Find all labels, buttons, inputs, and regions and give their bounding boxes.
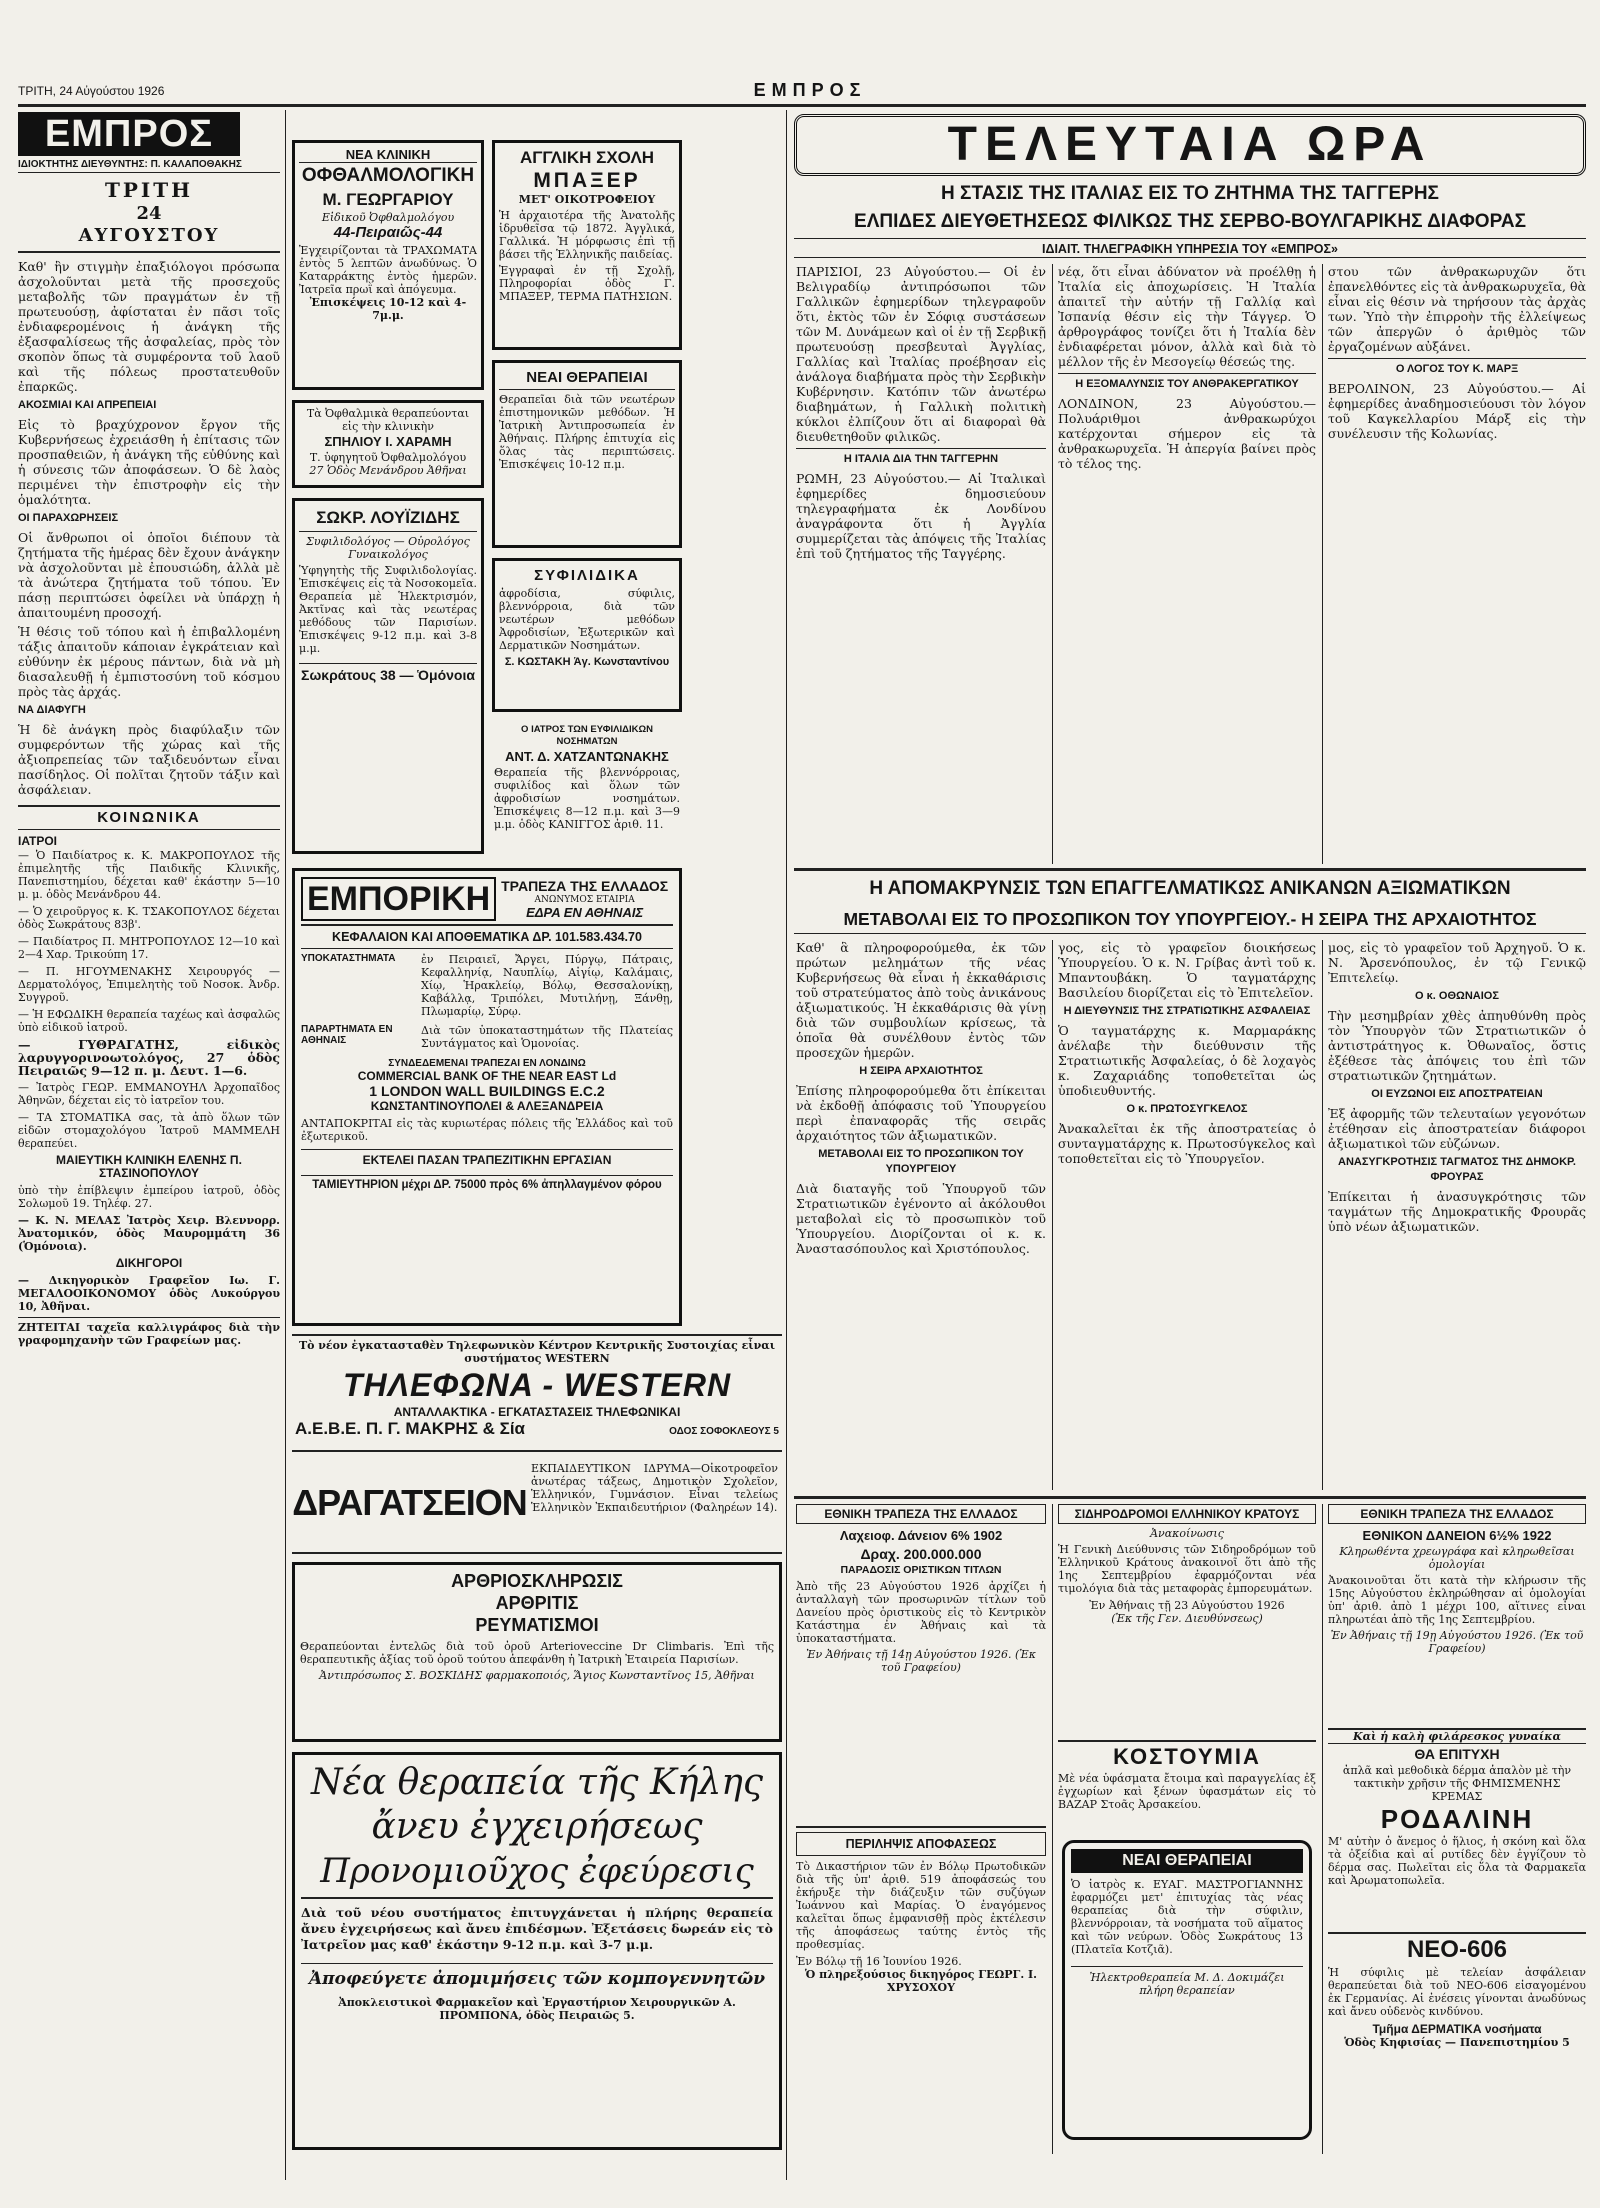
article-subheading: ΑΝΑΣΥΓΚΡΟΤΗΣΙΣ ΤΑΓΜΑΤΟΣ ΤΗΣ ΔΗΜΟΚΡ. ΦΡΟΥΡΑΣ bbox=[1338, 1156, 1576, 1183]
ad-title: ΚΟΣΤΟΥΜΙΑ bbox=[1113, 1744, 1261, 1769]
ad-name: ΣΩΚΡ. ΛΟΥΪΖΙΔΗΣ bbox=[299, 505, 477, 532]
notice-text: Τὸ Δικαστήριον τῶν ἐν Βόλῳ Πρωτοδικῶν διὰ τῆς ὑπ' ἀριθ. 519 ἀποφάσεώς του ἐκήρυξε τὴν διάζευξιν τῶν συζύγων Ἰωάννου καὶ Μαρίας. Ὁ ἐναγόμενος καλεῖται ὅπως ἐμφανισθῇ πρὸς ἐκτέλεσιν τῆς ἀποφάσεως ταύτης ἐντὸς τῆς προθεσμίας. bbox=[796, 1860, 1046, 1951]
ad-arthritis bbox=[292, 1562, 782, 1742]
news-subheading: Η ΙΤΑΛΙΑ ΔΙΑ ΤΗΝ ΤΑΓΓΕΡΗΝ bbox=[796, 448, 1046, 467]
list-item: — Ὁ Παιδίατρος κ. Κ. ΜΑΚΡΟΠΟΥΛΟΣ τῆς ἐπιμελητῆς τῆς Παιδικῆς Κλινικῆς, Πανεπιστημίου, δέχεται καθ' ἑκάστην 5—10 μ. μ. ὁδὸς Μενάνδρου 44. bbox=[18, 849, 280, 901]
article-column-3 bbox=[1328, 940, 1586, 1490]
ad-text: Μὲ νέα ὑφάσματα ἔτοιμα καὶ παραγγελίας ἐξ ἐγχωρίων καὶ ξένων ὑφασμάτων εἰς τὸ ΒΑΖΑΡ Στοᾶς Ἀρσακείου. bbox=[1058, 1772, 1316, 1811]
article-paragraph: Καθ' ἃ πληροφορούμεθα, ἐκ τῶν πρώτων μελημάτων τῆς νέας Κυβερνήσεως θὰ εἶναι ἡ ἐκκαθάρισις τοῦ στρατεύματος ἀπὸ τοὺς ἀνικάνους ἀξιωματικούς. Ἡ ἐκκαθάρισις θὰ γίνῃ διὰ τῶν συμβουλίων κρίσεως, τὰ ὁποῖα θὰ συνέλθουν ἐντὸς τῶν προσεχῶν ἡμερῶν. bbox=[796, 940, 1046, 1060]
bank-agencies: Διὰ τῶν ὑποκαταστημάτων τῆς Πλατείας Συντάγματος καὶ Ὁμονοίας. bbox=[421, 1024, 673, 1050]
bank-subtitle: ΑΝΩΝΥΜΟΣ ΕΤΑΙΡΙΑ bbox=[534, 895, 635, 905]
bank-branches: ἐν Πειραιεῖ, Ἄργει, Πύργῳ, Πάτραις, Κεφαλληνίᾳ, Ναυπλίῳ, Αἰγίῳ, Καλάμαις, Χίῳ, Ἡρακλείῳ, Βόλῳ, Θεσσαλονίκῃ, Καβάλλᾳ, Τριπόλει, Μυτιλήνῃ, Ξάνθῃ, Πλωμαρίῳ, Σύρῳ. bbox=[421, 953, 673, 1018]
ad-title: ΑΓΓΛΙΚΗ ΣΧΟΛΗ bbox=[519, 148, 655, 167]
bank-london-address: 1 LONDON WALL BUILDINGS E.C.2 bbox=[369, 1083, 605, 1099]
ad-mastrogiannis bbox=[1062, 1840, 1312, 2140]
list-item: — Παιδίατρος Π. ΜΗΤΡΟΠΟΥΛΟΣ 12—10 καὶ 2—4 Χαρ. Τρικούπη 17. bbox=[18, 935, 280, 961]
bank-savings: ΤΑΜΙΕΥΤΗΡΙΟΝ μέχρι ΔΡ. 75000 πρὸς 6% ἀπηλλαγμένον φόρου bbox=[301, 1175, 673, 1191]
ad-address: 27 Ὁδὸς Μενάνδρου Ἀθῆναι bbox=[309, 464, 467, 477]
ad-costumes bbox=[1058, 1740, 1316, 1832]
ad-text: ἀφροδίσια, σύφιλις, βλεννόρροια, διὰ τῶν νεωτέρων μεθόδων Ἀφροδισίων, Ἐξωτερικῶν καὶ Δερματικῶν Νοσημάτων. bbox=[499, 587, 675, 652]
ad-agent: Ἀντιπρόσωπος Σ. ΒΟΣΚΙΔΗΣ φαρμακοποιός, Ἅγιος Κωνσταντῖνος 15, Ἀθῆναι bbox=[319, 1669, 755, 1682]
ad-syphilis bbox=[492, 558, 682, 712]
article-subheading: Ο κ. ΟΘΩΝΑΙΟΣ bbox=[1415, 990, 1499, 1002]
ad-title: Συφιλιδολόγος — Οὐρολόγος Γυναικολόγος bbox=[306, 535, 470, 561]
editorial-paragraph: Καθ' ἣν στιγμὴν ἐπαξιόλογοι πρόσωπα ἀσχολοῦνται μετὰ τῆς προσεχοῦς μεταβολῆς τῶν πραγμάτων ἐν τῇ πρωτευούσῃ, ἀφίσταται ἐν πᾶσι τοῖς ἐνδιαφερομένοις ἡ ἀνάγκη τῆς ἐξασφαλίσεως τῆς ἀσφαλείας, πρὸς τὸν σκοπὸν ὅπως τὰ συμφέροντα τοῦ λαοῦ καὶ τῆς πόλεως προστατευθοῦν ἐπαρκῶς. bbox=[18, 259, 280, 394]
notice-decision bbox=[796, 1826, 1046, 2156]
wanted-notice: ΖΗΤΕΙΤΑΙ ταχεῖα καλλιγράφος διὰ τὴν γραφομηχανὴν τῶν Γραφείων μας. bbox=[18, 1317, 280, 1347]
bank-operations: ΕΚΤΕΛΕΙ ΠΑΣΑΝ ΤΡΑΠΕΖΙΤΙΚΗΝ ΕΡΓΑΣΙΑΝ bbox=[301, 1149, 673, 1167]
ad-text: Ὑφηγητὴς τῆς Συφιλιδολογίας. Ἐπισκέψεις εἰς τὰ Νοσοκομεῖα. Θεραπεία μὲ Ἡλεκτρισμόν, Ἀκτῖνας καὶ τὰς νεωτέρας μεθόδους τῶν Παρισίων. Ἐπισκέψεις 9-12 π.μ. καὶ 3-8 μ.μ. bbox=[299, 564, 477, 655]
article-paragraph: Ὁ ταγματάρχης κ. Μαρμαράκης ἀνέλαβε τὴν διεύθυνσιν τῆς Στρατιωτικῆς Ἀσφαλείας, ὁ δὲ λοχαγὸς κ. Ζαχαριάδης τοποθετεῖται ὡς ὑποδιευθυντής. bbox=[1058, 1023, 1316, 1098]
ad-label: ΝΕΑ ΚΛΙΝΙΚΗ bbox=[299, 147, 477, 163]
notice-date: Ἐν Ἀθήναις τῇ 23 Αὐγούστου 1926 bbox=[1089, 1599, 1285, 1612]
ad-title: ΟΦΘΑΛΜΟΛΟΓΙΚΗ bbox=[301, 165, 475, 186]
ad-title: ΤΗΛΕΦΩΝΑ - WESTERN bbox=[342, 1367, 732, 1403]
ad-intro: Καὶ ἡ καλὴ φιλάρεσκος γυναίκα bbox=[1328, 1730, 1586, 1744]
list-item: — Ἡ ΕΦΩΔΙΚΗ θεραπεία ταχέως καὶ ἀσφαλῶς ὑπὸ εἰδικοῦ ἰατροῦ. bbox=[18, 1008, 280, 1034]
ad-line: ΡΕΥΜΑΤΙΣΜΟΙ bbox=[475, 1615, 599, 1635]
lawyers-heading: ΔΙΚΗΓΟΡΟΙ bbox=[115, 1256, 183, 1270]
masthead-director: ΙΔΙΟΚΤΗΤΗΣ ΔΙΕΥΘΥΝΤΗΣ: Π. ΚΑΛΑΠΟΘΑΚΗΣ bbox=[18, 158, 280, 173]
ad-address: Σωκράτους 38 — Ὁμόνοια bbox=[299, 663, 477, 683]
ad-title: ΝΕΑΙ ΘΕΡΑΠΕΙΑΙ bbox=[1071, 1849, 1303, 1873]
notice-date: Ἐν Βόλῳ τῇ 16 Ἰουνίου 1926. bbox=[796, 1955, 962, 1968]
news-subheading: Η ΕΞΟΜΑΛΥΝΣΙΣ ΤΟΥ ΑΝΘΡΑΚΕΡΓΑΤΙΚΟΥ bbox=[1058, 373, 1316, 392]
article-subheading: Η ΣΕΙΡΑ ΑΡΧΑΙΟΤΗΤΟΣ bbox=[859, 1065, 983, 1077]
ad-agent: Ἀποκλειστικοὶ Φαρμακεῖον καὶ Ἐργαστήριον Χειρουργικῶν Α. ΠΡΟΜΠΟΝΑ, ὁδὸς Πειραιῶς 5. bbox=[338, 1996, 736, 2022]
notice-text: Ἀπὸ τῆς 23 Αὐγούστου 1926 ἀρχίζει ἡ ἀνταλλαγὴ τῶν προσωρινῶν τίτλων τοῦ Δανείου πρὸς ὁριστικοὺς εἰς τὸ Κεντρικὸν Κατάστημα ἐν Ἀθήναις καὶ τὰ ὑποκαταστήματα. bbox=[796, 1580, 1046, 1645]
bank-london-label: ΣΥΝΔΕΔΕΜΕΝΑΙ ΤΡΑΠΕΖΑΙ ΕΝ ΛΟΝΔΙΝΩ bbox=[388, 1058, 586, 1069]
ad-name: ΜΠΑΞΕΡ bbox=[533, 169, 641, 192]
article-paragraph: Ἐπίσης πληροφορούμεθα ὅτι ἐπίκειται νὰ ἐκδοθῇ ἀπόφασις τοῦ Ὑπουργείου περὶ ἐπαναφορᾶς τῆς σειρᾶς ἀρχαιότητος τῶν ἀξιωματικῶν. bbox=[796, 1083, 1046, 1143]
article-column-2 bbox=[1058, 940, 1316, 1490]
article-paragraph: Ἀνακαλεῖται ἐκ τῆς ἀποστρατείας ὁ συνταγματάρχης κ. Πρωτοσύγκελος καὶ τοποθετεῖται εἰς τὸ Ὑπουργεῖον. bbox=[1058, 1121, 1316, 1166]
latest-headline: Η ΣΤΑΣΙΣ ΤΗΣ ΙΤΑΛΙΑΣ ΕΙΣ ΤΟ ΖΗΤΗΜΑ ΤΗΣ ΤΑΓΓΕΡΗΣ bbox=[941, 183, 1439, 204]
social-heading: ΚΟΙΝΩΝΙΚΑ bbox=[18, 805, 280, 830]
ad-address: ΟΔΟΣ ΣΟΦΟΚΛΕΟΥΣ 5 bbox=[669, 1426, 779, 1437]
ad-signature: Ἠλεκτροθεραπεία Μ. Δ. Δοκιμάζει πλήρη θεραπείαν bbox=[1071, 1966, 1303, 1997]
bank-branches-label: ΥΠΟΚΑΤΑΣΤΗΜΑΤΑ bbox=[301, 953, 396, 964]
list-item: — Ὁ χειροῦργος κ. Κ. ΤΣΑΚΟΠΟΥΛΟΣ δέχεται ὁδὸς Σωκράτους 83β'. bbox=[18, 905, 280, 931]
ad-name: ΡΟΔΑΛΙΝΗ bbox=[1380, 1804, 1534, 1834]
masthead-day: 24 bbox=[136, 203, 162, 224]
article-paragraph: Διὰ διαταγῆς τοῦ Ὑπουργοῦ τῶν Στρατιωτικῶν ἐγένοντο αἱ ἀκόλουθοι μεταβολαὶ εἰς τὸ προσωπικὸν τοῦ Ὑπουργείου. Διορίζονται οἱ κ. κ. Ἀναστασόπουλος καὶ Χριστόπουλος. bbox=[796, 1181, 1046, 1256]
ad-address: 44-Πειραιῶς-44 bbox=[333, 224, 443, 241]
ad-text: Ἐγχειρίζονται τὰ ΤΡΑΧΩΜΑΤΑ ἐντὸς 5 λεπτῶν ἀνωδύνως. Ὁ Καταρράκτης ἐντὸς ἡμερῶν. Ἰατρεῖα πρωῒ καὶ ἀπόγευμα. bbox=[299, 244, 477, 296]
list-item: — ΤΑ ΣΤΟΜΑΤΙΚΑ σας, τὰ ἀπὸ ὅλων τῶν εἰδῶν στομαχολόγου Ἰατροῦ ΜΑΜΜΕΛΗ θεραπεύει. bbox=[18, 1111, 280, 1150]
list-item: — Ἰατρὸς ΓΕΩΡ. ΕΜΜΑΝΟΥΗΛ Ἀρχοπαῖδος Ἀθηνῶν, δέχεται εἰς τὸ ἰατρεῖον του. bbox=[18, 1081, 280, 1107]
ad-ophthalmology bbox=[292, 140, 484, 390]
ad-dragatseion bbox=[292, 1458, 782, 1554]
bank-seat: ΕΔΡΑ ΕΝ ΑΘΗΝΑΙΣ bbox=[526, 905, 644, 920]
ad-text: Διὰ τοῦ νέου συστήματος ἐπιτυγχάνεται ἡ πλήρης θεραπεία ἄνευ ἐγχειρήσεως καὶ ἄνευ ἐπιδέσμων. Ἐξετάσεις δωρεάν εἰς τὸ Ἰατρεῖον μας καθ' ἑκάστην 9-12 π.μ. καὶ 3-7 μ.μ. bbox=[301, 1905, 773, 1952]
article-subheading: ΜΕΤΑΒΟΛΑΙ ΕΙΣ ΤΟ ΠΡΟΣΩΠΙΚΟΝ ΤΟΥ ΥΠΟΥΡΓΕΙΟΥ bbox=[818, 1148, 1024, 1175]
doctors-heading: ΙΑΤΡΟΙ bbox=[18, 834, 58, 848]
ad-title: ΝΕΑΙ ΘΕΡΑΠΕΙΑΙ bbox=[499, 367, 675, 390]
bank-correspondents: ΑΝΤΑΠΟΚΡΙΤΑΙ εἰς τὰς κυριωτέρας πόλεις τῆς Ἑλλάδος καὶ τοῦ ἐξωτερικοῦ. bbox=[301, 1117, 673, 1143]
ad-line: Προνομιοῦχος ἐφεύρεσις bbox=[301, 1849, 773, 1899]
notice-title: ΣΙΔΗΡΟΔΡΟΜΟΙ ΕΛΛΗΝΙΚΟΥ ΚΡΑΤΟΥΣ bbox=[1058, 1504, 1316, 1524]
ad-label: Τὰ Ὀφθαλμικὰ θεραπεύονται εἰς τὴν κλινικὴν bbox=[306, 407, 470, 433]
ad-intro: Τὸ νέον ἐγκατασταθὲν Τηλεφωνικὸν Κέντρον Κεντρικῆς Συστοιχίας εἶναι συστήματος WESTERN bbox=[298, 1339, 776, 1365]
list-item: — Π. ΗΓΟΥΜΕΝΑΚΗΣ Χειρουργός — Δερματολόγος, Ἐπιμελητὴς τοῦ Νοσοκ. Ἀνδρ. Συγγροῦ. bbox=[18, 965, 280, 1004]
ad-text: Θεραπεῖαι διὰ τῶν νεωτέρων ἐπιστημονικῶν μεθόδων. Ἡ Ἰατρικὴ Ἀντιπροσωπεία ἐν Ἀθήναις. Πλήρης ἐπιτυχία εἰς ὅλας τὰς περιπτώσεις. Ἐπισκέψεις 10-12 π.μ. bbox=[499, 393, 675, 471]
bank-capital: ΚΕΦΑΛΑΙΟΝ ΚΑΙ ΑΠΟΘΕΜΑΤΙΚΑ ΔΡ. 101.583.434.70 bbox=[301, 926, 673, 949]
ad-title: ΣΥΦΙΛΙΔΙΚΑ bbox=[534, 567, 640, 584]
ad-chatzantonakis bbox=[492, 722, 682, 858]
ad-commercial-bank bbox=[292, 868, 682, 1326]
article-headline: ΜΕΤΑΒΟΛΑΙ ΕΙΣ ΤΟ ΠΡΟΣΩΠΙΚΟΝ ΤΟΥ ΥΠΟΥΡΓΕΙΟΥ.- Η ΣΕΙΡΑ ΤΗΣ ΑΡΧΑΙΟΤΗΤΟΣ bbox=[794, 904, 1586, 934]
ad-text: Μ' αὐτὴν ὁ ἄνεμος ὁ ἥλιος, ἡ σκόνη καὶ ὅλα τὰ ὀξείδια καὶ αἱ ρυτίδες δὲν ἐγγίζουν τὸ δέρμα σας. Πωλεῖται εἰς ὅλα τὰ Φαρμακεῖα καὶ Ἀρωματοπωλεῖα. bbox=[1328, 1835, 1586, 1887]
latest-column-2 bbox=[1058, 264, 1316, 864]
list-item: — Δικηγορικὸν Γραφεῖον Ιω. Γ. ΜΕΓΑΛΟΟΙΚΟΝΟΜΟΥ ὁδὸς Λυκούργου 10, Ἀθῆναι. bbox=[18, 1274, 280, 1313]
ad-specialty: Εἰδικοῦ Ὀφθαλμολόγου bbox=[321, 211, 455, 224]
notice-signature: Ὁ πληρεξούσιος δικηγόρος ΓΕΩΡΓ. Ι. ΧΡΥΣΟΧΟΥ bbox=[804, 1968, 1038, 1994]
news-paragraph: νέᾳ, ὅτι εἶναι ἀδύνατον νὰ προέλθῃ ἡ Ἰταλία εἰς ἀποχωρίσεις. Ἡ Ἰταλία ἀπαιτεῖ τὴν αὐτήν τῇ Γαλλίᾳ καὶ Ἰσπανίᾳ θέσιν εἰς τὴν Τάγγερ. Ὁ ἀρθρογράφος τονίζει ὅτι ἡ Ἰταλία δὲν ἐνδιαφέρεται μόνον, ἀλλὰ καὶ διὰ τὸ μέλλον τῆς ἐν Μεσογείῳ θέσεώς της. bbox=[1058, 264, 1316, 369]
ad-line: ΑΡΘΡΙΤΙΣ bbox=[495, 1593, 579, 1613]
ad-text: Ἡ σύφιλις μὲ τελείαν ἀσφάλειαν θεραπεύεται διὰ τοῦ ΝΕΟ-606 εἰσαγομένου ἐκ Γερμανίας. Αἱ ἐνέσεις γίνονται ἀνωδύνως καὶ ἄνευ οὐδενὸς κινδύνου. bbox=[1328, 1966, 1586, 2018]
ad-subtitle: ΜΕΤ' ΟΙΚΟΤΡΟΦΕΙΟΥ bbox=[518, 193, 656, 206]
editorial-paragraph: Οἱ ἄνθρωποι οἱ ὁποῖοι διέπουν τὰ ζητήματα τῆς ἡμέρας δὲν ἔχουν ἀνάγκην νὰ ἀσχολοῦνται μὲ ἐπουσιώδη, ἀλλὰ μὲ τὰ ἀνώτερα ζητήματα τοῦ τόπου. Ἐν πάσῃ περιπτώσει ὀφείλει νὰ ὑπάρχῃ ἡ ἀπαιτουμένη προσοχή. bbox=[18, 530, 280, 620]
notice-nbg-loan bbox=[796, 1504, 1046, 1820]
notice-title: ΕΘΝΙΚΗ ΤΡΑΠΕΖΑ ΤΗΣ ΕΛΛΑΔΟΣ bbox=[1328, 1504, 1586, 1524]
ad-doctor: Μ. ΓΕΩΡΓΑΡΙΟΥ bbox=[322, 190, 454, 209]
editorial-paragraph: Ἡ δὲ ἀνάγκη πρὸς διαφύλαξιν τῶν συμφερόντων τῆς χώρας καὶ τῆς ἀξιοπρεπείας τῶν ταξιδευόντων εἶναι πασίδηλος. Οἱ πολῖται ζητοῦν τάξιν καὶ ἀσφάλειαν. bbox=[18, 722, 280, 797]
ad-louizidis bbox=[292, 498, 484, 854]
bank-title: ΤΡΑΠΕΖΑ ΤΗΣ ΕΛΛΑΔΟΣ bbox=[501, 878, 669, 894]
notice-date: Ἐν Ἀθήναις τῇ 19ῃ Αὐγούστου 1926. (Ἐκ τοῦ Γραφείου) bbox=[1330, 1629, 1584, 1655]
ad-name: ΝΕΟ-606 bbox=[1406, 1936, 1508, 1963]
ad-address: Ἐγγραφαὶ ἐν τῇ Σχολῇ, Πληροφορίαι ὁδὸς Γ. ΜΠΑΞΕΡ, ΤΕΡΜΑ ΠΑΤΗΣΙΩΝ. bbox=[499, 264, 675, 303]
doctors-list bbox=[18, 849, 280, 1347]
latest-banner bbox=[794, 114, 1586, 176]
article-column-1 bbox=[796, 940, 1046, 1490]
running-paper-name: ΕΜΠΡΟΣ bbox=[753, 80, 867, 100]
ad-new-therapies bbox=[492, 360, 682, 548]
date-line: ΤΡΙΤΗ, 24 Αὐγούστου 1926 bbox=[18, 84, 165, 98]
ad-line: Νέα θεραπεία τῆς Κήλης bbox=[311, 1762, 763, 1803]
ad-english-school bbox=[492, 140, 682, 350]
masthead-month: ΑΥΓΟΥΣΤΟΥ bbox=[18, 225, 280, 253]
notice-amount: Δραχ. 200.000.000 bbox=[860, 1546, 982, 1562]
ad-title: Τ. ὑφηγητοῦ Ὀφθαλμολόγου bbox=[309, 451, 467, 464]
news-paragraph: ΡΩΜΗ, 23 Αὐγούστου.— Αἱ Ἰταλικαὶ ἐφημερίδες δημοσιεύουν τηλεγραφήματα ἐκ Λονδίνου ἀναγράφοντα ὅτι ἡ Ἀγγλία συμμερίζεται τὰς ἀπόψεις τῆς Ἰταλίας ἐπὶ τοῦ ζητήματος τῆς Ταγγέρης. bbox=[796, 471, 1046, 561]
news-paragraph: ΒΕΡΟΛΙΝΟΝ, 23 Αὐγούστου.— Αἱ ἐφημερίδες ἀναδημοσιεύουσι τὸν λόγον τοῦ Καγκελλαρίου Μάρξ εἰς τὴν συνέλευσιν τῆς Κολωνίας. bbox=[1328, 381, 1586, 441]
ad-spiliou bbox=[292, 400, 484, 488]
ad-sub: Τμῆμα ΔΕΡΜΑΤΙΚΑ νοσήματα bbox=[1372, 2022, 1542, 2036]
ad-heading: ΘΑ ΕΠΙΤΥΧΗ bbox=[1414, 1746, 1500, 1762]
article-subheading: ΟΙ ΕΥΖΩΝΟΙ ΕΙΣ ΑΠΟΣΤΡΑΤΕΙΑΝ bbox=[1371, 1088, 1543, 1100]
list-item: — ΓΥΘΡΑΓΑΤΗΣ, εἰδικὸς λαρυγγορινοωτολόγος, 27 ὁδὸς Πειραιῶς 9—12 π. μ. Δευτ. 1—6. bbox=[18, 1037, 280, 1078]
list-item: — Κ. Ν. ΜΕΛΑΣ Ἰατρὸς Χειρ. Βλεννορρ. Ἀνατομικόν, ὁδὸς Μαυρομμάτη 36 (Ὁμόνοια). bbox=[18, 1214, 280, 1253]
ad-name: ΣΠΗΛΙΟΥ Ι. ΧΑΡΑΜΗ bbox=[324, 434, 452, 449]
ad-hours: Ἐπισκέψεις 10-12 καὶ 4-7μ.μ. bbox=[309, 296, 467, 322]
notice-national-loan bbox=[1328, 1504, 1586, 1724]
latest-column-1 bbox=[796, 264, 1046, 864]
notice-loan: Λαχειοφ. Δάνειον 6% 1902 bbox=[839, 1528, 1003, 1543]
ad-text: Θεραπεία τῆς βλεννόρροιας, συφιλίδος καὶ ὅλων τῶν ἀφροδισίων νοσημάτων. Ἐπισκέψεις 8—12 π.μ. καὶ 3—9 μ.μ. ὁδὸς ΚΑΝΙΓΓΟΣ ἀριθ. 11. bbox=[494, 766, 680, 831]
news-subheading: Ο ΛΟΓΟΣ ΤΟΥ Κ. ΜΑΡΞ bbox=[1328, 358, 1586, 377]
ad-subtext: ἀπλᾶ καὶ μεθοδικὰ δέρμα ἁπαλὸν μὲ τὴν τακτικὴν χρῆσιν τῆς ΦΗΜΙΣΜΕΝΗΣ ΚΡΕΜΑΣ bbox=[1342, 1764, 1572, 1803]
notice-text: Ἀνακοινοῦται ὅτι κατὰ τὴν κλήρωσιν τῆς 15ης Αὐγούστου ἐκληρώθησαν αἱ ὁμολογίαι ὑπ' ἀριθ. ἀπὸ 1 μέχρι 100, αἵτινες εἶναι πληρωτέαι ἀπὸ τῆς 1ης Σεπτεμβρίου. bbox=[1328, 1574, 1586, 1626]
bank-alexandria: ΚΩΝΣΤΑΝΤΙΝΟΥΠΟΛΕΙ & ΑΛΕΞΑΝΔΡΕΙΑ bbox=[370, 1099, 604, 1113]
notice-date: Ἐν Ἀθήναις τῇ 14ῃ Αὐγούστου 1926. (Ἐκ τοῦ Γραφείου) bbox=[806, 1648, 1036, 1674]
notice-signature: (Ἐκ τῆς Γεν. Διευθύνσεως) bbox=[1111, 1612, 1263, 1625]
notice-railways bbox=[1058, 1504, 1316, 1734]
latest-byline: ΙΔΙΑΙΤ. ΤΗΛΕΓΡΑΦΙΚΗ ΥΠΗΡΕΣΙΑ ΤΟΥ «ΕΜΠΡΟΣ» bbox=[794, 238, 1586, 258]
article-paragraph: γος, εἰς τὸ γραφεῖον διοικήσεως Ὑπουργείου. Ὁ κ. Ν. Γρίβας ἀντὶ τοῦ κ. Μπαντουβάκη. Ὁ ταγματάρχης Βασιλείου διορίζεται εἰς τὸ Ἐπιτελεῖον. bbox=[1058, 940, 1316, 1000]
news-paragraph: ΛΟΝΔΙΝΟΝ, 23 Αὐγούστου.— Πολυάριθμοι ἀνθρακωρύχοι κατέρχονται σήμερον εἰς τὰ ἀνθρακωρυχεῖα. Ἡ ἀπεργία βαίνει πρὸς τὸ τέλος της. bbox=[1058, 396, 1316, 471]
ad-parts: ΑΝΤΑΛΛΑΚΤΙΚΑ - ΕΓΚΑΤΑΣΤΑΣΕΙΣ ΤΗΛΕΦΩΝΙΚΑΙ bbox=[393, 1405, 681, 1419]
news-paragraph: ΠΑΡΙΣΙΟΙ, 23 Αὐγούστου.— Οἱ ἐν Βελιγραδίῳ ἀντιπρόσωποι τῶν Γαλλικῶν ἐφημερίδων τηλεγραφοῦν ὅτι, ἐκτὸς τῶν ἐν Σόφιᾳ συστάσεων τῶν Μ. Δυνάμεων καὶ οἱ ἐν τῇ Σερβικῇ πρωτευούσῃ πρεσβευταὶ Ἀγγλίας, Γαλλίας καὶ Ἰταλίας προέβησαν εἰς ἀνάλογα διαβήματα πρὸς τὴν Σερβικὴν Κυβέρνησιν. Κατόπιν τῶν ἀνωτέρω διαβημάτων, ἡ Γαλλικὴ πολιτικὴ κύκλοι ἐλπίζουν ὅτι αἱ διαφοραὶ θὰ διευθετηθοῦν φιλικῶς. bbox=[796, 264, 1046, 444]
masthead-weekday: ΤΡΙΤΗ bbox=[104, 178, 194, 202]
ad-warning: Ἀποφεύγετε ἀπομιμήσεις τῶν κομπογεννητῶν bbox=[301, 1963, 773, 1990]
latest-headline: ΕΛΠΙΔΕΣ ΔΙΕΥΘΕΤΗΣΕΩΣ ΦΙΛΙΚΩΣ ΤΗΣ ΣΕΡΒΟ-ΒΟΥΛΓΑΡΙΚΗΣ ΔΙΑΦΟΡΑΣ bbox=[854, 211, 1526, 232]
editorial bbox=[18, 259, 280, 797]
article-paragraph: Ἐπίκειται ἡ ἀνασυγκρότησις τῶν ταγμάτων τῆς Δημοκρατικῆς Φρουρᾶς ὑπὸ νέων ἀξιωματικῶν. bbox=[1328, 1189, 1586, 1234]
notice-title: ΕΘΝΙΚΗ ΤΡΑΠΕΖΑ ΤΗΣ ΕΛΛΑΔΟΣ bbox=[796, 1504, 1046, 1524]
article-paragraph: Ἐξ ἀφορμῆς τῶν τελευταίων γεγονότων ἐτέθησαν εἰς ἀποστρατείαν διάφοροι ἀξιωματικοὶ τῶν εὐζώνων. bbox=[1328, 1106, 1586, 1151]
notice-title: ΠΕΡΙΛΗΨΙΣ ΑΠΟΦΑΣΕΩΣ bbox=[796, 1832, 1046, 1856]
article-headline: Η ΑΠΟΜΑΚΡΥΝΣΙΣ ΤΩΝ ΕΠΑΓΓΕΛΜΑΤΙΚΩΣ ΑΝΙΚΑΝΩΝ ΑΞΙΩΜΑΤΙΚΩΝ bbox=[869, 878, 1511, 899]
ad-rodalini bbox=[1328, 1728, 1586, 1928]
bank-agencies-label: ΠΑΡΑΡΤΗΜΑΤΑ ΕΝ ΑΘΗΝΑΙΣ bbox=[301, 1024, 393, 1046]
article-paragraph: μος, εἰς τὸ γραφεῖον τοῦ Ἀρχηγοῦ. Ὁ κ. Ν. Ἄρσενόπουλος, ἐν τῷ Γενικῷ Ἐπιτελείῳ. bbox=[1328, 940, 1586, 985]
article-subheading: Η ΔΙΕΥΘΥΝΣΙΣ ΤΗΣ ΣΤΡΑΤΙΩΤΙΚΗΣ ΑΣΦΑΛΕΙΑΣ bbox=[1063, 1005, 1311, 1017]
ad-text: ΕΚΠΑΙΔΕΥΤΙΚΟΝ ΙΔΡΥΜΑ—Οἰκοτροφεῖον ἀνωτέρας τάξεως, Δημοτικὸν Σχολεῖον, Ἑλληνικόν, Γυμνάσιον. Εἶναι τελείως Ἑλληνικὸν Ἐκπαιδευτήριον (Φαληρέων 14). bbox=[531, 1462, 778, 1514]
ad-telephones bbox=[292, 1334, 782, 1452]
ad-name: ΔΡΑΓΑΤΣΕΙΟΝ bbox=[292, 1482, 527, 1523]
ad-name: ΑΝΤ. Δ. ΧΑΤΖΑΝΤΩΝΑΚΗΣ bbox=[505, 749, 669, 764]
ad-heading: Ο ΙΑΤΡΟΣ ΤΩΝ ΕΥΦΙΛΙΔΙΚΩΝ ΝΟΣΗΜΑΤΩΝ bbox=[521, 724, 653, 747]
left-column bbox=[18, 110, 280, 2180]
ad-neo606 bbox=[1328, 1932, 1586, 2152]
latest-banner-title: ΤΕΛΕΥΤΑΙΑ ΩΡΑ bbox=[947, 118, 1433, 171]
ad-text: Ἡ ἀρχαιοτέρα τῆς Ἀνατολῆς ἱδρυθεῖσα τῷ 1872. Ἀγγλικά, Γαλλικά. Ἡ μόρφωσις ἐπὶ τῇ βάσει τῆς Ἑλληνικῆς παιδείας. bbox=[499, 209, 675, 261]
notice-subtitle: Ἀνακοίνωσις bbox=[1150, 1527, 1224, 1540]
latest-column-3 bbox=[1328, 264, 1586, 864]
ad-company: Α.Ε.Β.Ε. Π. Γ. ΜΑΚΡΗΣ & Σία bbox=[295, 1419, 525, 1438]
editorial-paragraph: Ἡ θέσις τοῦ τόπου καὶ ἡ ἐπιβαλλομένη τάξις ἀπαιτοῦν κάποιαν ἐγκράτειαν καὶ εὐθύνην ἐκ μέρους πάντων, διὰ νὰ μὴ διασαλευθῇ ἡ ἐμπιστοσύνη τοῦ κόσμου πρὸς τὰς ἀρχάς. bbox=[18, 624, 280, 699]
ad-line: ΑΡΘΡΙΟΣΚΛΗΡΩΣΙΣ bbox=[451, 1571, 623, 1591]
ad-address: Ὁδὸς Κηφισίας — Πανεπιστημίου 5 bbox=[1344, 2036, 1570, 2049]
editorial-side-note: ΑΚΟΣΜΙΑΙ ΚΑΙ ΑΠΡΕΠΕΙΑΙ bbox=[18, 399, 157, 411]
editorial-side-note: ΟΙ ΠΑΡΑΧΩΡΗΣΕΙΣ bbox=[18, 512, 119, 524]
ad-doctor: Σ. ΚΩΣΤΑΚΗ Ἁγ. Κωνσταντίνου bbox=[504, 656, 670, 668]
editorial-side-note: ΝΑ ΔΙΑΦΥΓΗ bbox=[18, 704, 86, 716]
editorial-paragraph: Εἰς τὸ βραχύχρονον ἔργον τῆς Κυβερνήσεως ἐχρειάσθη ἡ ἐπίτασις τῶν προσπαθειῶν, ἡ ἀνάγκη τῆς εὐθύνης καὶ ἡ σύνεσις τῶν ἀποφάσεων. Ὁ δὲ λαὸς περιμένει τὴν ἐπιστροφὴν εἰς τὴν ὁμαλότητα. bbox=[18, 417, 280, 507]
article-paragraph: Τὴν μεσημβρίαν χθὲς ἀπηυθύνθη πρὸς τὸν Ὑπουργὸν τῶν Στρατιωτικῶν ὁ ἀντιστράτηγος κ. Ὀθωναῖος, ὅστις ἐξέθεσε τὰς ἀπόψεις του ἐπὶ τῶν στρατιωτικῶν ζητημάτων. bbox=[1328, 1008, 1586, 1083]
clinic-name: ΜΑΙΕΥΤΙΚΗ ΚΛΙΝΙΚΗ ΕΛΕΝΗΣ Π. ΣΤΑΣΙΝΟΠΟΥΛΟΥ bbox=[56, 1153, 242, 1180]
ad-line: ἄνευ ἐγχειρήσεως bbox=[371, 1806, 703, 1847]
bank-london-name: COMMERCIAL BANK OF THE NEAR EAST Ld bbox=[357, 1069, 617, 1083]
notice-text: Ἡ Γενικὴ Διεύθυνσις τῶν Σιδηροδρόμων τοῦ Ἑλληνικοῦ Κράτους ἀνακοινοῖ ὅτι ἀπὸ τῆς 1ης Σεπτεμβρίου ἐφαρμόζονται νέα τιμολόγια διὰ τὰς μεταφορὰς ἐμπορευμάτων. bbox=[1058, 1543, 1316, 1595]
news-paragraph: στου τῶν ἀνθρακωρυχῶν ὅτι ἐπανελθόντες εἰς τὰ ἀνθρακωρυχεῖα, θὰ εἶναι εἰς θέσιν νὰ τηρήσουν τὰς ἀρχὰς των. Ὑπὸ τὴν ἐπιρροὴν τῆς ἐλλείψεως τῶν ἀπεργῶν ὁ ἀριθμὸς τῶν ἐργαζομένων αὐξάνει. bbox=[1328, 264, 1586, 354]
list-item: ὑπὸ τὴν ἐπίβλεψιν ἐμπείρου ἰατροῦ, ὁδὸς Σολωμοῦ 19. Τηλέφ. 27. bbox=[18, 1184, 280, 1210]
ad-hernia bbox=[292, 1752, 782, 2150]
ad-text: Ὁ ἰατρὸς κ. ΕΥΑΓ. ΜΑΣΤΡΟΓΙΑΝΝΗΣ ἐφαρμόζει μετ' ἐπιτυχίας τὰς νέας θεραπείας διὰ τὴν σύφιλιν, βλεννόρροιαν, τὰ νοσήματα τοῦ αἵματος καὶ τῶν νεύρων. Ὁδὸς Σωκράτους 13 (Πλατεῖα Κοτζιᾶ). bbox=[1071, 1878, 1303, 1956]
article-subheading: Ο κ. ΠΡΩΤΟΣΥΓΚΕΛΟΣ bbox=[1126, 1103, 1248, 1115]
ad-text: Θεραπεύονται ἐντελῶς διὰ τοῦ ὀροῦ Arterioveccine Dr Climbaris. Ἐπὶ τῆς θεραπευτικῆς ἀξίας τοῦ ὀροῦ τούτου ἀπεφάνθη ἡ Ἰατρικὴ Ἐταιρεία Παρισίων. bbox=[300, 1640, 774, 1666]
notice-subtitle: Κληρωθέντα χρεωγράφα καὶ κληρωθεῖσαι ὁμολογίαι bbox=[1339, 1545, 1575, 1571]
notice-loan: ΕΘΝΙΚΟΝ ΔΑΝΕΙΟΝ 6½% 1922 bbox=[1362, 1528, 1552, 1543]
masthead-logo: ΕΜΠΡΟΣ bbox=[18, 112, 240, 156]
bank-logo: ΕΜΠΟΡΙΚΗ bbox=[301, 877, 496, 921]
notice-subtitle: ΠΑΡΑΔΟΣΙΣ ΟΡΙΣΤΙΚΩΝ ΤΙΤΛΩΝ bbox=[840, 1564, 1002, 1576]
